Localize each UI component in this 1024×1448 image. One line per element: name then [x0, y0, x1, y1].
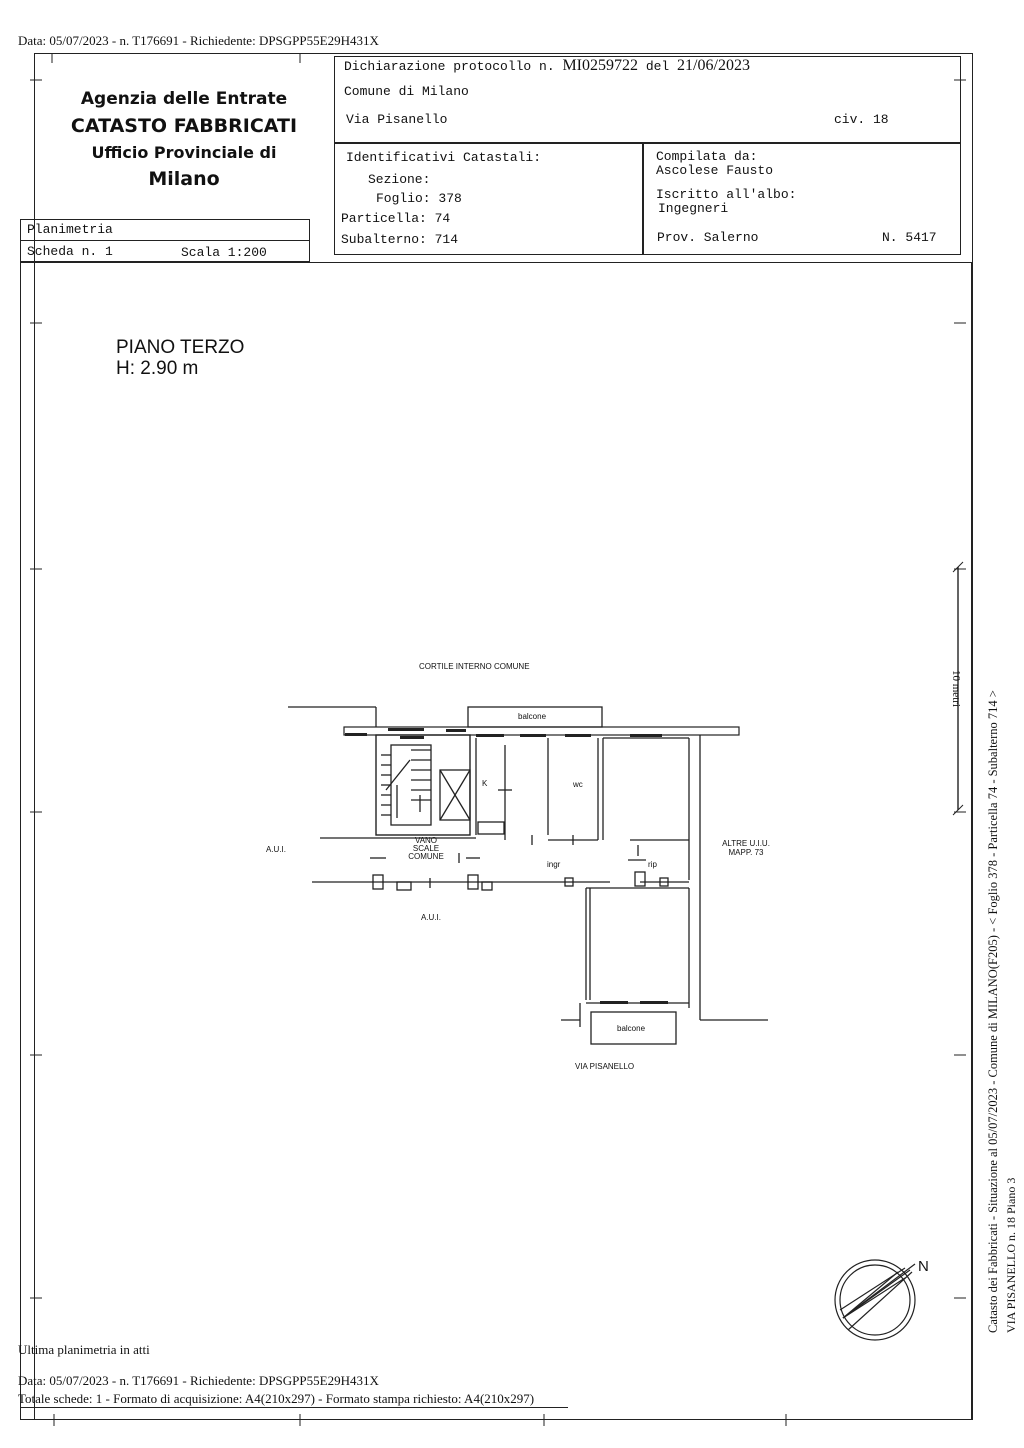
scheda-label: Scheda n. 1	[27, 244, 113, 259]
planimetria-label: Planimetria	[27, 222, 113, 237]
catasto-title: CATASTO FABBRICATI	[70, 115, 298, 137]
compilata-label: Compilata da:	[656, 149, 758, 164]
registration-number: N. 5417	[882, 230, 937, 245]
agency-name: Agenzia delle Entrate	[80, 89, 288, 109]
rip-label: rip	[648, 860, 657, 869]
balcone-top-label: balcone	[518, 712, 547, 721]
albo-value: Ingegneri	[658, 201, 729, 216]
civ-number: civ. 18	[834, 112, 889, 127]
protocol-number: MI0259722	[562, 57, 639, 74]
prov-value: Prov. Salerno	[657, 230, 759, 245]
via-pisanello-label: VIA PISANELLO	[575, 1062, 635, 1071]
subalterno-value: Subalterno: 714	[341, 232, 459, 247]
city-name: Milano	[148, 168, 220, 190]
footer-totale-line: Totale schede: 1 - Formato di acquisizione: A4(210x297) - Formato stampa richiesto: A4(210x297)	[18, 1391, 535, 1406]
footer-underline	[20, 1407, 568, 1408]
vano-word: VANO	[414, 836, 438, 845]
particella-value: Particella: 74	[341, 211, 451, 226]
identifiers-title: Identificativi Catastali:	[346, 150, 542, 165]
aui-left-label: A.U.I.	[266, 845, 287, 854]
declaration-protocol-label: Dichiarazione protocollo n.	[344, 59, 555, 74]
protocol-date: 21/06/2023	[677, 57, 750, 74]
comune-line: Comune di Milano	[344, 84, 469, 99]
cortile-label: CORTILE INTERNO COMUNE	[419, 662, 530, 671]
floor-height: H: 2.90 m	[116, 358, 199, 379]
ingr-label: ingr	[547, 860, 561, 869]
kitchen-label: K	[482, 779, 488, 788]
altre-uiu-line2: MAPP. 73	[728, 848, 764, 857]
floor-name: PIANO TERZO	[116, 337, 245, 358]
balcone-bottom-label: balcone	[617, 1024, 646, 1033]
foglio-value: Foglio: 378	[376, 191, 462, 206]
header-date-line: Data: 05/07/2023 - n. T176691 - Richiedente: DPSGPP55E29H431X	[18, 33, 379, 48]
north-label: N	[918, 1258, 929, 1275]
comune-word: COMUNE	[408, 852, 444, 861]
side-situation-text: Catasto dei Fabbricati - Situazione al 05/07/2023 - Comune di MILANO(F205) - < Foglio 378 - Particella 74 - Subalterno 714 >	[986, 690, 1000, 1333]
scale-bar-label: 10 metri	[950, 670, 962, 707]
aui-bottom-label: A.U.I.	[421, 913, 442, 922]
ufficio-line: Ufficio Provinciale di	[91, 143, 277, 162]
side-address-text: VIA PISANELLO n. 18 Piano 3	[1004, 1177, 1018, 1333]
sezione-label: Sezione:	[368, 172, 431, 187]
scale-word: SCALE	[412, 844, 440, 853]
footer-date-line: Data: 05/07/2023 - n. T176691 - Richiedente: DPSGPP55E29H431X	[18, 1373, 379, 1388]
compiler-name: Ascolese Fausto	[656, 163, 774, 178]
wc-label: wc	[573, 780, 583, 789]
via-line: Via Pisanello	[346, 112, 448, 127]
del-label: del	[645, 59, 670, 74]
albo-label: Iscritto all'albo:	[656, 187, 797, 202]
altre-uiu-line1: ALTRE U.I.U.	[722, 839, 770, 848]
ultima-planimetria: Ultima planimetria in atti	[18, 1342, 150, 1357]
scala-label: Scala 1:200	[181, 245, 267, 260]
